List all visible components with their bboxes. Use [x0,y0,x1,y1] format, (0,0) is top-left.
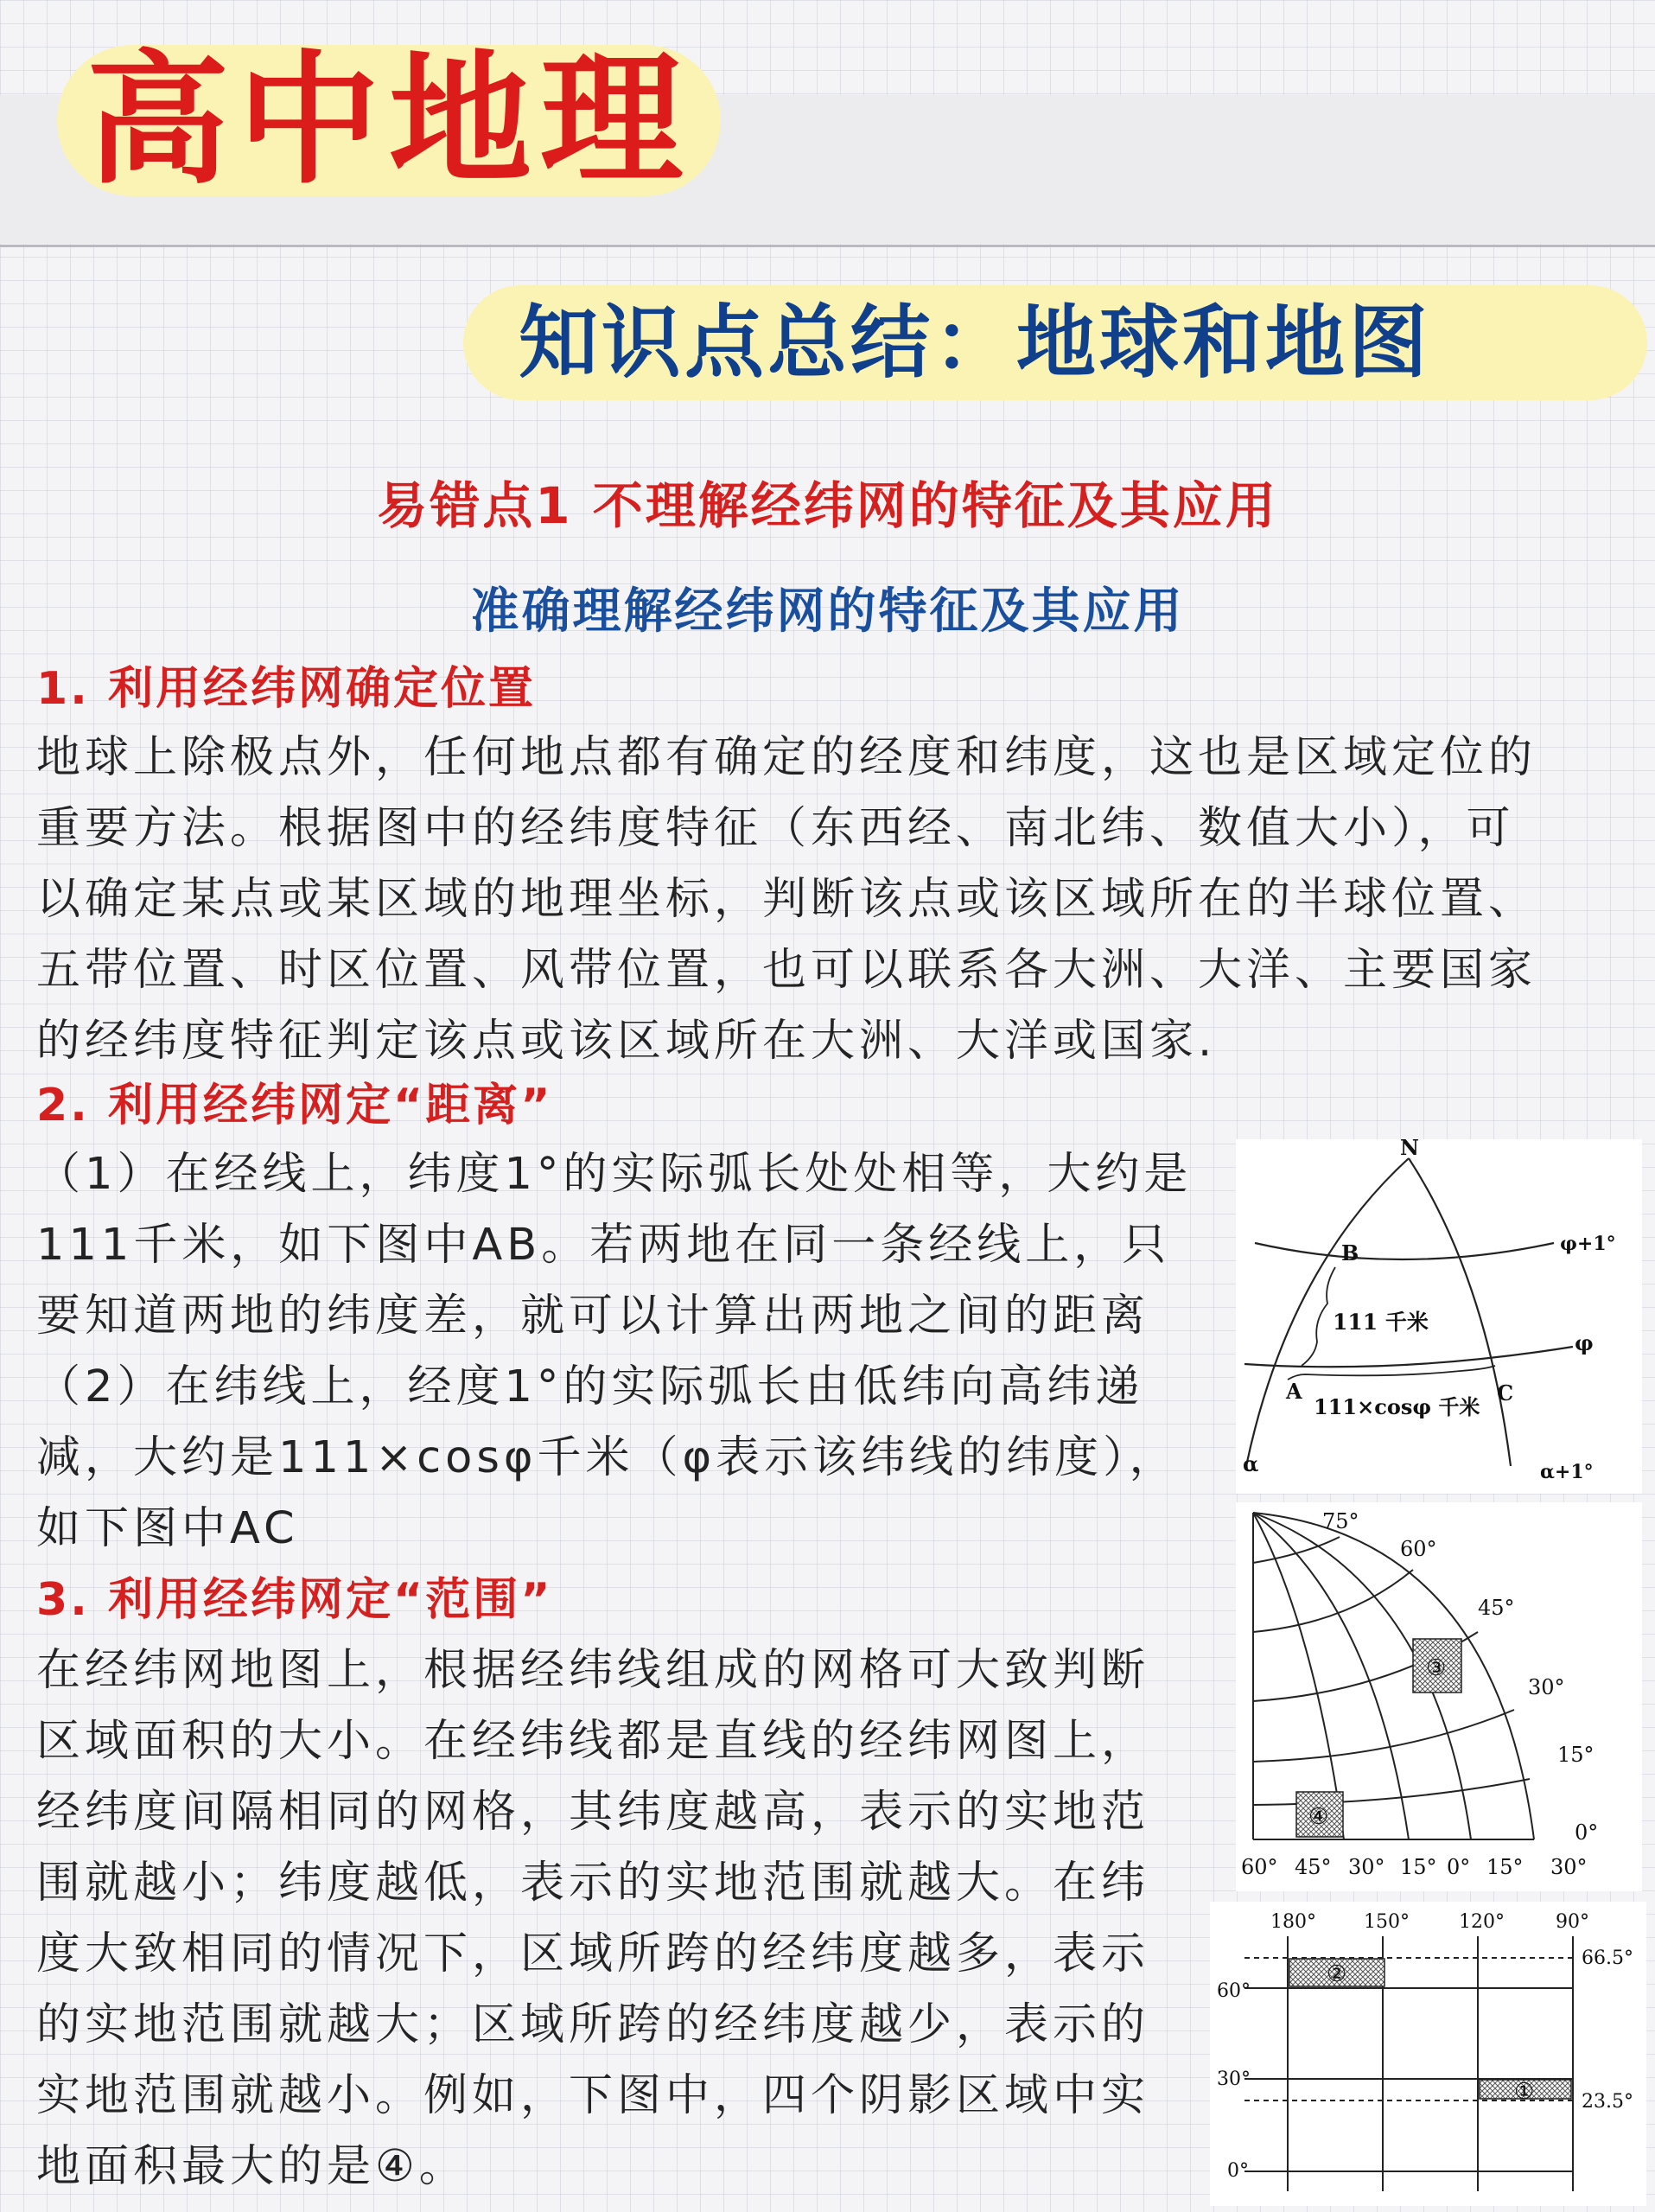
parallel-phi [1244,1347,1573,1367]
parallel-15 [1253,1779,1530,1805]
lon-label: 30° [1348,1855,1385,1879]
label-alpha1: α+1° [1540,1461,1594,1483]
page-title: 高中地理 [86,37,691,203]
lon-label: 45° [1295,1855,1332,1879]
label-b: B [1341,1240,1359,1265]
text-line: 度大致相同的情况下，区域所跨的经纬度越多，表示 [36,1928,1150,1979]
left-label: 0° [1227,2160,1249,2182]
region-4-label: ④ [1308,1804,1329,1830]
top-label: 120° [1459,1911,1505,1933]
text-line: 要知道两地的纬度差，就可以计算出两地之间的距离 [36,1291,1150,1342]
region-3-label: ③ [1426,1655,1447,1681]
text-line: 重要方法。根据图中的经纬度特征（东西经、南北纬、数值大小），可 [36,803,1515,854]
section-3-text [36,1635,1149,2202]
bracket-ac [1288,1366,1495,1380]
parallel-30 [1253,1710,1514,1762]
parallel-75 [1253,1537,1340,1563]
lon-label: 15° [1486,1855,1524,1879]
lon-label: 30° [1550,1855,1588,1879]
figure-rect-grid [1210,1902,1646,2206]
right-label: 66.5° [1582,1947,1633,1969]
section-2-title: 2. 利用经纬网定“距离” [36,1080,553,1131]
lat-label-75: 75° [1322,1509,1359,1533]
parallel-60 [1253,1570,1413,1632]
text-line: 如下图中AC [36,1503,299,1554]
figure-distance-diagram [1236,1139,1642,1494]
top-label: 90° [1556,1911,1589,1933]
lat-label-60: 60° [1400,1537,1437,1561]
text-line: 地球上除极点外，任何地点都有确定的经度和纬度，这也是区域定位的 [36,732,1537,783]
text-line: 以确定某点或某区域的地理坐标，判断该点或该区域所在的半球位置、 [36,874,1537,925]
parallel-phi1 [1255,1243,1554,1259]
text-line: 经纬度间隔相同的网格，其纬度越高，表示的实地范 [36,1787,1150,1838]
meridian-15 [1253,1513,1344,1839]
lat-label-15: 15° [1557,1743,1595,1767]
text-line: 五带位置、时区位置、风带位置，也可以联系各大洲、大洋、主要国家 [36,945,1537,996]
text-line: 围就越小；纬度越低，表示的实地范围就越大。在纬 [36,1858,1150,1909]
top-label: 180° [1270,1911,1316,1933]
label-phi: φ [1575,1330,1594,1355]
text-line: 在经纬网地图上，根据经纬线组成的网格可大致判断 [36,1645,1150,1696]
label-c: C [1497,1380,1514,1406]
left-label: 60° [1217,1980,1251,2002]
figure-distance [1236,1139,1642,1494]
figure-polar-diagram [1236,1502,1642,1891]
left-label: 30° [1217,2069,1251,2090]
section-3-title: 3. 利用经纬网定“范围” [36,1574,553,1626]
page-subtitle: 知识点总结：地球和地图 [519,296,1432,389]
label-ab-distance: 111 千米 [1333,1310,1429,1335]
section-1-text [36,723,1537,1077]
text-line: 地面积最大的是④。 [36,2141,468,2192]
text-line: 的实地范围就越大；区域所跨的经纬度越少，表示的 [36,1999,1150,2050]
error-point-subheading: 准确理解经纬网的特征及其应用 [470,583,1185,640]
header-rule [0,245,1655,247]
text-line: 实地范围就越小。例如，下图中，四个阴影区域中实 [36,2070,1150,2121]
lon-label: 15° [1400,1855,1437,1879]
text-line: 111千米，如下图中AB。若两地在同一条经线上，只 [36,1220,1171,1271]
text-line: 区域面积的大小。在经纬线都是直线的经纬网图上， [36,1716,1150,1767]
text-line: （1）在经线上，纬度1°的实际弧长处处相等，大约是 [36,1149,1193,1200]
label-ac-distance: 111×cosφ 千米 [1314,1394,1480,1419]
label-a: A [1286,1379,1302,1404]
region-1-label: ① [1514,2079,1535,2105]
lon-label: 60° [1241,1855,1278,1879]
label-n: N [1400,1139,1419,1160]
text-line: 的经纬度特征判定该点或该区域所在大洲、大洋或国家. [36,1016,1217,1067]
text-line: （2）在纬线上，经度1°的实际弧长由低纬向高纬递 [36,1361,1144,1412]
label-alpha: α [1243,1451,1259,1476]
lon-label: 0° [1447,1855,1471,1879]
outer-circle [1253,1513,1534,1839]
region-2-label: ② [1327,1961,1347,1987]
section-2-text [36,1139,1192,1565]
lat-label-30: 30° [1528,1675,1565,1699]
top-label: 150° [1364,1911,1410,1933]
label-phi1: φ+1° [1560,1233,1616,1255]
bracket-ab [1302,1267,1335,1366]
lat-label-45: 45° [1478,1596,1515,1620]
text-line: 减，大约是111×cosφ千米（φ表示该纬线的纬度）， [36,1432,1178,1483]
error-point-heading: 易错点1 不理解经纬网的特征及其应用 [377,476,1278,535]
right-label: 23.5° [1582,2091,1633,2113]
figure-grid-diagram [1210,1902,1646,2206]
section-1-title: 1. 利用经纬网确定位置 [36,663,537,715]
lat-label-0: 0° [1575,1820,1599,1845]
figure-polar-graticule [1236,1502,1642,1891]
